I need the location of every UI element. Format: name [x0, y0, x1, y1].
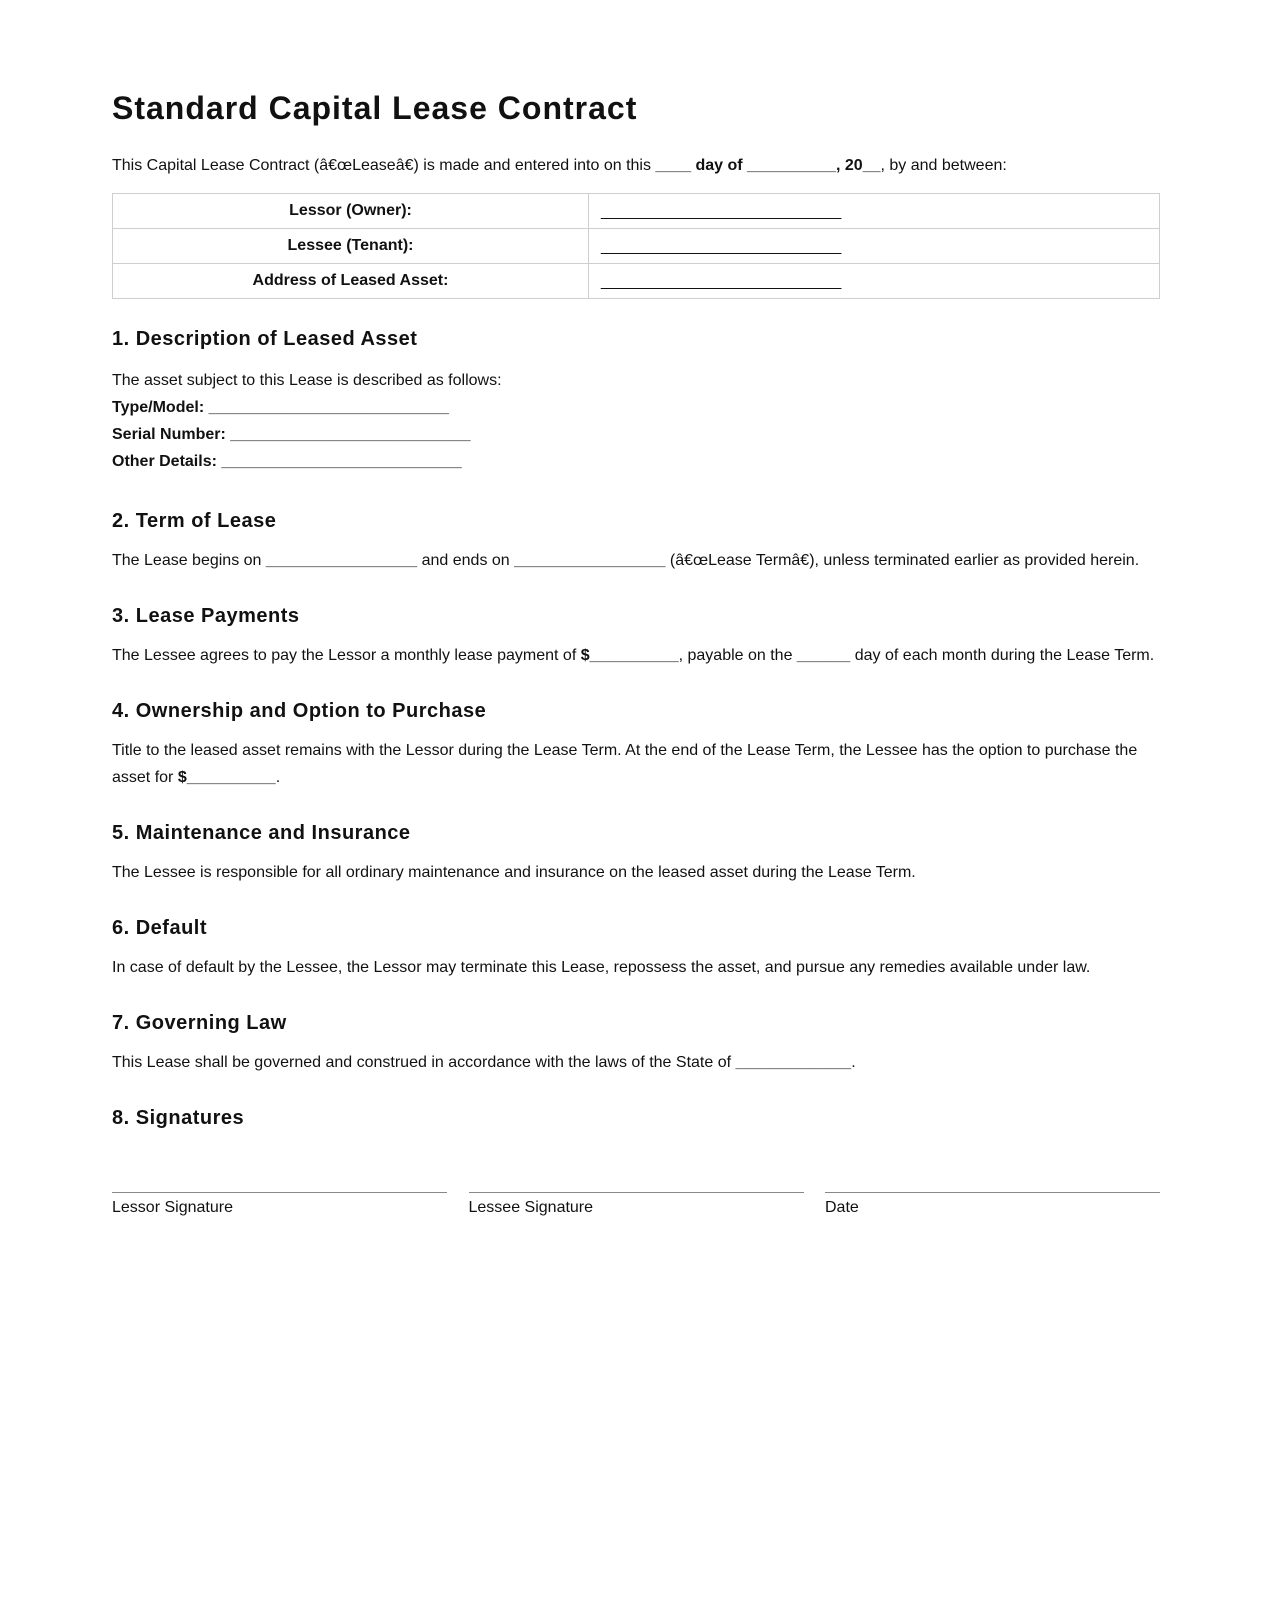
- state-blank[interactable]: _____________: [735, 1054, 852, 1071]
- other-details-blank[interactable]: ___________________________: [216, 453, 462, 470]
- term-text: and ends on: [417, 552, 515, 569]
- other-details-field[interactable]: [112, 448, 1158, 475]
- address-field[interactable]: ___________________________: [589, 264, 1160, 299]
- governing-law-text: .: [851, 1054, 856, 1071]
- address-label: Address of Leased Asset:: [113, 264, 589, 299]
- lessor-field[interactable]: ___________________________: [589, 194, 1160, 229]
- date-signature-line[interactable]: Date: [825, 1192, 1160, 1217]
- ownership-text: .: [275, 769, 281, 786]
- parties-table: [112, 193, 1160, 299]
- governing-law-text: This Lease shall be governed and construed in accordance with the laws of the State of: [112, 1054, 736, 1071]
- section-heading-payments: 3. Lease Payments: [112, 605, 300, 627]
- intro-text-end: , by and between:: [880, 157, 1007, 174]
- table-row: [113, 264, 1160, 299]
- lessee-label: Lessee (Tenant):: [113, 229, 589, 264]
- section-heading-description: 1. Description of Leased Asset: [112, 328, 418, 350]
- table-row: [113, 229, 1160, 264]
- purchase-price-blank[interactable]: $__________: [177, 769, 276, 786]
- intro-paragraph: [112, 152, 1158, 179]
- start-date-blank[interactable]: _________________: [265, 552, 418, 569]
- section-heading-ownership: 4. Ownership and Option to Purchase: [112, 700, 487, 722]
- serial-number-field[interactable]: [112, 421, 1158, 448]
- other-details-label: Other Details:: [112, 453, 217, 470]
- lessee-field[interactable]: ___________________________: [589, 229, 1160, 264]
- payment-day-blank[interactable]: ______: [796, 647, 851, 664]
- lessee-signature-line[interactable]: Lessee Signature: [469, 1192, 804, 1217]
- document-title: Standard Capital Lease Contract: [112, 90, 638, 126]
- serial-number-label: Serial Number:: [112, 426, 226, 443]
- date-blank[interactable]: ____ day of __________, 20__: [655, 157, 881, 174]
- section-heading-maintenance: 5. Maintenance and Insurance: [112, 822, 411, 844]
- ownership-text: Title to the leased asset remains with the Lessor during the Lease Term. At the end of the Lease Term, the Lessee has the option to purchase the asset for: [112, 742, 1138, 786]
- section-body-governing-law: [112, 1049, 1158, 1076]
- section-body-ownership: [112, 737, 1158, 791]
- intro-text: This Capital Lease Contract (â€œLeaseâ€) is made and entered into on this: [112, 157, 656, 174]
- section-body-default: In case of default by the Lessee, the Lessor may terminate this Lease, repossess the asset, and pursue any remedies available under law.: [112, 959, 1091, 976]
- table-row: [113, 194, 1160, 229]
- lessor-signature-line[interactable]: Lessor Signature: [112, 1192, 447, 1217]
- section-body-payments: [112, 642, 1158, 669]
- description-intro: The asset subject to this Lease is described as follows:: [112, 372, 502, 389]
- section-heading-governing-law: 7. Governing Law: [112, 1012, 287, 1034]
- term-text: The Lease begins on: [112, 552, 266, 569]
- section-heading-default: 6. Default: [112, 917, 208, 939]
- payments-text: , payable on the: [678, 647, 797, 664]
- type-model-blank[interactable]: ___________________________: [204, 399, 449, 416]
- payments-text: day of each month during the Lease Term.: [850, 647, 1155, 664]
- section-body-description: [112, 367, 1158, 475]
- section-body-term: [112, 547, 1158, 574]
- payment-amount-blank[interactable]: $__________: [580, 647, 679, 664]
- signature-row: [112, 1192, 1160, 1217]
- payments-text: The Lessee agrees to pay the Lessor a monthly lease payment of: [112, 647, 581, 664]
- serial-number-blank[interactable]: ___________________________: [225, 426, 471, 443]
- lessor-label: Lessor (Owner):: [113, 194, 589, 229]
- section-heading-term: 2. Term of Lease: [112, 510, 277, 532]
- term-text: (â€œLease Termâ€), unless terminated earlier as provided herein.: [665, 552, 1140, 569]
- end-date-blank[interactable]: _________________: [514, 552, 666, 569]
- section-heading-signatures: 8. Signatures: [112, 1107, 245, 1129]
- section-body-maintenance: The Lessee is responsible for all ordinary maintenance and insurance on the leased asset during the Lease Term.: [112, 864, 916, 881]
- type-model-field[interactable]: [112, 394, 1158, 421]
- type-model-label: Type/Model:: [112, 399, 205, 416]
